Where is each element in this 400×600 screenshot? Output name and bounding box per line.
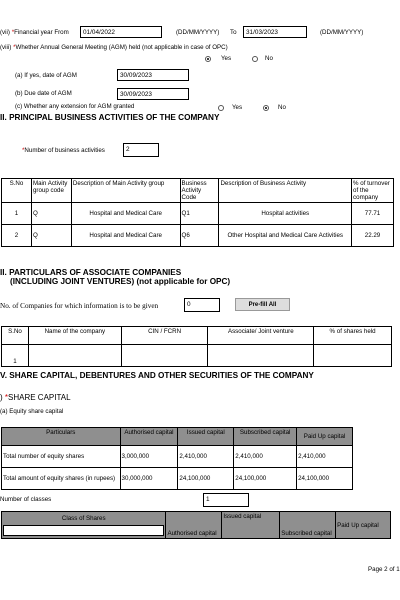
ext-yes-radio[interactable] bbox=[218, 105, 224, 111]
table-cell: Hospital and Medical Care bbox=[71, 225, 180, 247]
table-cell: 2,410,000 bbox=[178, 446, 234, 468]
fy-to-label: To bbox=[230, 29, 237, 36]
table-cell: Hospital activities bbox=[219, 203, 352, 225]
header-cell: % of shares held bbox=[314, 327, 392, 345]
class-of-shares-header bbox=[2, 512, 166, 539]
agm-yes-radio[interactable] bbox=[205, 56, 211, 62]
section-share-capital-title: V. SHARE CAPITAL, DEBENTURES AND OTHER SECURITIES OF THE COMPANY bbox=[0, 371, 314, 380]
table-cell: Total number of equity shares bbox=[2, 446, 121, 468]
section-associate-subtitle: (INCLUDING JOINT VENTURES) (not applicable for OPC) bbox=[10, 277, 231, 286]
ext-no-radio[interactable] bbox=[263, 105, 269, 111]
header-cell: Authorised capital bbox=[120, 428, 178, 446]
agm-ext-label: (c) Whether any extension for AGM granted bbox=[15, 103, 135, 110]
table-cell[interactable] bbox=[28, 345, 121, 367]
table-cell: 2,410,000 bbox=[234, 446, 297, 468]
table-cell: Q bbox=[31, 225, 71, 247]
classes-input[interactable]: 1 bbox=[203, 493, 249, 507]
table-cell: 30,000,000 bbox=[120, 468, 178, 490]
agm-no-label: No bbox=[265, 55, 273, 62]
business-count-input[interactable]: 2 bbox=[123, 143, 159, 157]
associate-count-label: No. of Companies for which information is to be given bbox=[0, 302, 159, 310]
table-cell: 77.71 bbox=[352, 203, 394, 225]
fy-to-hint: (DD/MM/YYYY) bbox=[320, 29, 364, 36]
table-cell: 24,100,000 bbox=[297, 468, 353, 490]
fy-to-input[interactable]: 31/03/2023 bbox=[243, 26, 307, 38]
business-count-label: *Number of business activities bbox=[22, 147, 105, 154]
header-cell: Associate/ Joint venture bbox=[208, 327, 314, 345]
section-business-title: II. PRINCIPAL BUSINESS ACTIVITIES OF THE COMPANY bbox=[0, 113, 220, 122]
associate-count-input[interactable]: 0 bbox=[184, 298, 220, 312]
table-cell: 2,410,000 bbox=[297, 446, 353, 468]
agm-date-input[interactable]: 30/09/2023 bbox=[117, 69, 189, 81]
table-cell: Q1 bbox=[180, 203, 219, 225]
header-cell: Name of the company bbox=[28, 327, 121, 345]
equity-table bbox=[1, 427, 353, 490]
header-cell: Subscribed capital bbox=[280, 512, 336, 539]
table-cell: 3,000,000 bbox=[120, 446, 178, 468]
header-cell: Class of Shares bbox=[61, 515, 106, 522]
table-cell: 24,100,000 bbox=[178, 468, 234, 490]
table-cell: 24,100,000 bbox=[234, 468, 297, 490]
ext-no-label: No bbox=[278, 104, 286, 111]
header-cell: Paid Up capital bbox=[336, 512, 391, 539]
header-cell: Subscribed capital bbox=[234, 428, 297, 446]
ext-yes-label: Yes bbox=[232, 104, 243, 111]
table-cell: 1 bbox=[2, 203, 32, 225]
table-cell: Q6 bbox=[180, 225, 219, 247]
header-cell: % of turnover of the company bbox=[352, 179, 394, 203]
table-cell: Hospital and Medical Care bbox=[71, 203, 180, 225]
header-cell: Description of Main Activity group bbox=[71, 179, 180, 203]
section-associate-title: II. PARTICULARS OF ASSOCIATE COMPANIES bbox=[0, 268, 182, 277]
table-cell: Other Hospital and Medical Care Activities bbox=[219, 225, 352, 247]
agm-due-input[interactable]: 30/09/2023 bbox=[117, 88, 189, 100]
fy-label: (vii) *Financial year From bbox=[0, 29, 69, 36]
table-row bbox=[2, 345, 392, 367]
header-cell: Authorised capital bbox=[166, 512, 222, 539]
table-cell: Q bbox=[31, 203, 71, 225]
agm-yes-label: Yes bbox=[221, 55, 232, 62]
header-cell: Particulars bbox=[2, 428, 121, 446]
associate-table bbox=[1, 326, 392, 367]
header-cell: S.No bbox=[2, 179, 32, 203]
fy-from-hint: (DD/MM/YYYY) bbox=[176, 29, 220, 36]
table-cell: Total amount of equity shares (in rupees) bbox=[2, 468, 121, 490]
business-table bbox=[1, 178, 394, 247]
header-cell: S.No bbox=[2, 327, 29, 345]
table-cell[interactable] bbox=[121, 345, 208, 367]
header-cell: CIN / FCRN bbox=[121, 327, 208, 345]
class-shares-table bbox=[1, 511, 391, 539]
agm-no-radio[interactable] bbox=[252, 56, 258, 62]
header-cell: Issued capital bbox=[222, 512, 280, 539]
header-cell: Main Activity group code bbox=[31, 179, 71, 203]
table-cell: 1 bbox=[2, 345, 29, 367]
share-capital-subtitle: ) *SHARE CAPITAL bbox=[0, 393, 71, 402]
table-row bbox=[2, 203, 394, 225]
agm-date-label: (a) If yes, date of AGM bbox=[15, 72, 77, 79]
agm-due-label: (b) Due date of AGM bbox=[15, 90, 72, 97]
classes-label: Number of classes bbox=[0, 496, 52, 503]
table-cell[interactable] bbox=[208, 345, 314, 367]
table-cell: 22.29 bbox=[352, 225, 394, 247]
table-cell: 2 bbox=[2, 225, 32, 247]
header-cell: Business Activity Code bbox=[180, 179, 219, 203]
agm-question: (viii) *Whether Annual General Meeting (AGM) held (not applicable in case of OPC) bbox=[0, 44, 228, 51]
table-row bbox=[2, 446, 353, 468]
equity-label: (a) Equity share capital bbox=[0, 408, 64, 415]
fy-from-input[interactable]: 01/04/2022 bbox=[80, 26, 162, 38]
prefill-all-button[interactable]: Pre-fill All bbox=[235, 298, 290, 311]
header-cell: Issued capital bbox=[178, 428, 234, 446]
header-cell: Description of Business Activity bbox=[219, 179, 352, 203]
table-row bbox=[2, 468, 353, 490]
class-of-shares-input[interactable] bbox=[3, 525, 164, 536]
table-cell[interactable] bbox=[314, 345, 392, 367]
header-cell: Paid Up capital bbox=[297, 428, 353, 446]
table-row bbox=[2, 225, 394, 247]
page-number: Page 2 of 1 bbox=[368, 566, 400, 573]
